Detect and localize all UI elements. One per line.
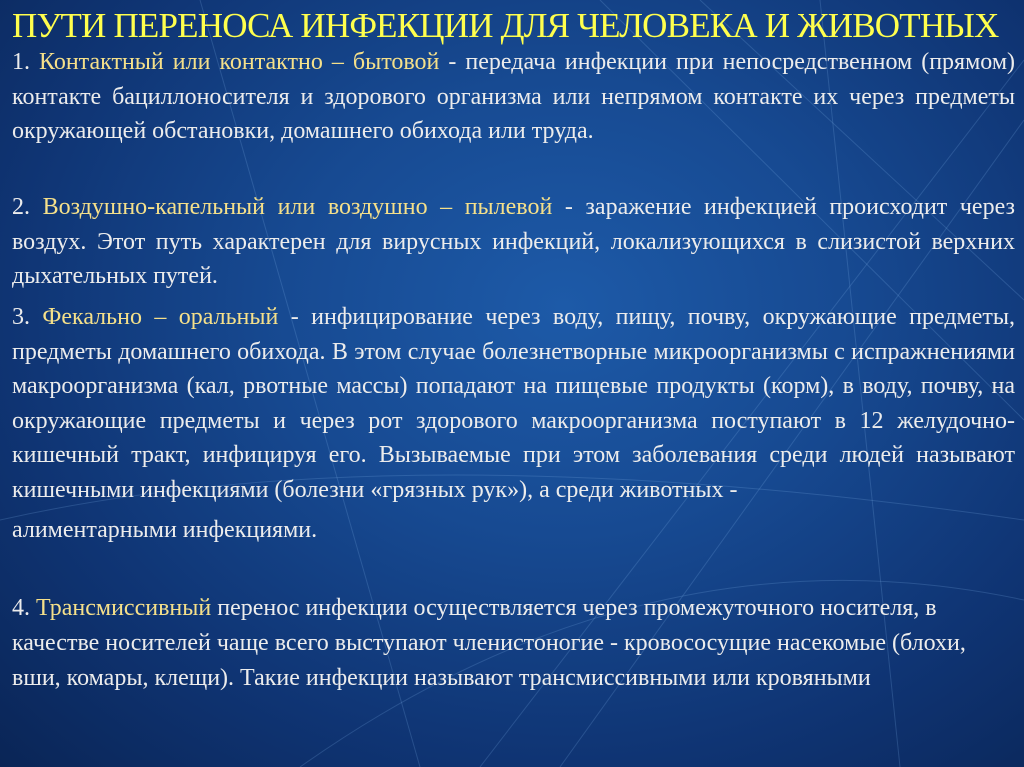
item-airborne	[12, 190, 1015, 294]
item-text: - передача инфекции при непосредственном (прямом) контакте бациллоносителя и здорового организма или непрямом контакте их через предметы окружающей обстановки, домашнего обихода или труда.	[12, 49, 1016, 144]
item-term: Контактный или контактно – бытовой	[39, 49, 440, 75]
item-term: Фекально – оральный	[42, 304, 279, 330]
item-text-last: алиментарными инфекциями.	[12, 517, 318, 543]
item-number: 4.	[12, 595, 36, 621]
item-text: - инфицирование через воду, пищу, почву, окружающие предметы, предметы домашнего обихода. В этом случае болезнетворные микроорганизмы с испражнениями макроорганизма (кал, рвотные массы) попадают на пищевые продукты (корм), в воду, почву, на окружающие предметы и через рот здорового макроорганизма поступают в 12 желудочно-кишечный тракт, инфицируя его. Вызываемые при этом заболевания среди людей называют кишечными инфекциями (болезни «грязных рук»), а среди животных -	[12, 304, 1015, 503]
item-term: Воздушно-капельный или воздушно – пылевой	[42, 194, 553, 220]
slide-title: ПУТИ ПЕРЕНОСА ИНФЕКЦИИ ДЛЯ ЧЕЛОВЕКА И ЖИВОТНЫХ	[12, 6, 999, 45]
item-text: перенос инфекции осуществляется через промежуточного носителя, в качестве носителей чаще всего выступают членистоногие - кровососущие насекомые (блохи, вши, комары, клещи). Такие инфекции называют трансмиссивными или кровяными	[12, 595, 966, 691]
item-transmissive	[12, 591, 972, 696]
item-number: 3.	[12, 304, 43, 330]
item-fecal-oral	[12, 300, 1015, 548]
item-number: 1.	[12, 49, 40, 75]
item-term: Трансмиссивный	[36, 595, 212, 621]
item-number: 2.	[12, 194, 43, 220]
item-contact	[12, 45, 1015, 149]
item-text: - заражение инфекцией происходит через воздух. Этот путь характерен для вирусных инфекций, локализующихся в слизистой верхних дыхательных путей.	[12, 194, 1016, 289]
